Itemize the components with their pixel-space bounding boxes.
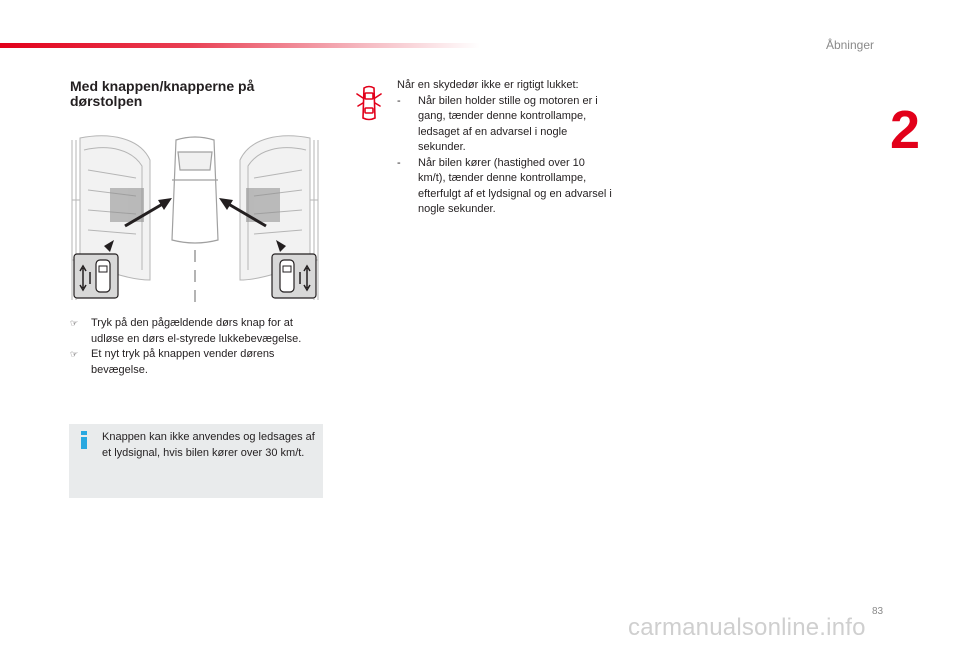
header-accent-bar bbox=[0, 43, 480, 48]
info-text: Knappen kan ikke anvendes og ledsages af et lydsignal, hvis bilen kører over 30 km/t. bbox=[102, 431, 315, 459]
pointing-finger-icon: ☞ bbox=[70, 349, 79, 359]
instruction-item: ☞ Tryk på den pågældende dørs knap for at udløse en dørs el-styrede lukkebevægelse. bbox=[70, 317, 302, 345]
section-heading: Med knappen/knapperne på dørstolpen bbox=[70, 78, 255, 109]
warning-item: - Når bilen holder stille og motoren er i gang, tænder denne kontrollampe, ledsaget af en advarsel i nogle sekunder. bbox=[397, 94, 598, 153]
watermark: carmanualsonline.info bbox=[628, 614, 866, 641]
instruction-item: ☞ Et nyt tryk på knappen vender dørens bevægelse. bbox=[70, 348, 275, 376]
info-note bbox=[69, 424, 323, 498]
warning-intro: Når en skydedør ikke er rigtigt lukket: bbox=[397, 79, 579, 91]
section-title: Åbninger bbox=[825, 38, 874, 52]
sliding-door-illustration bbox=[70, 130, 320, 302]
pointing-finger-icon: ☞ bbox=[70, 318, 79, 328]
instruction-list bbox=[70, 316, 328, 378]
warning-item: - Når bilen kører (hastighed over 10 km/t), tænder denne kontrollampe, efterfulgt af et lydsignal og en advarsel i nogle sekunder. bbox=[397, 156, 612, 215]
chapter-number: 2 bbox=[890, 100, 921, 160]
info-icon bbox=[79, 431, 89, 449]
page-number: 83 bbox=[872, 606, 884, 617]
door-open-warning-icon bbox=[354, 84, 384, 122]
warning-description bbox=[397, 78, 612, 218]
